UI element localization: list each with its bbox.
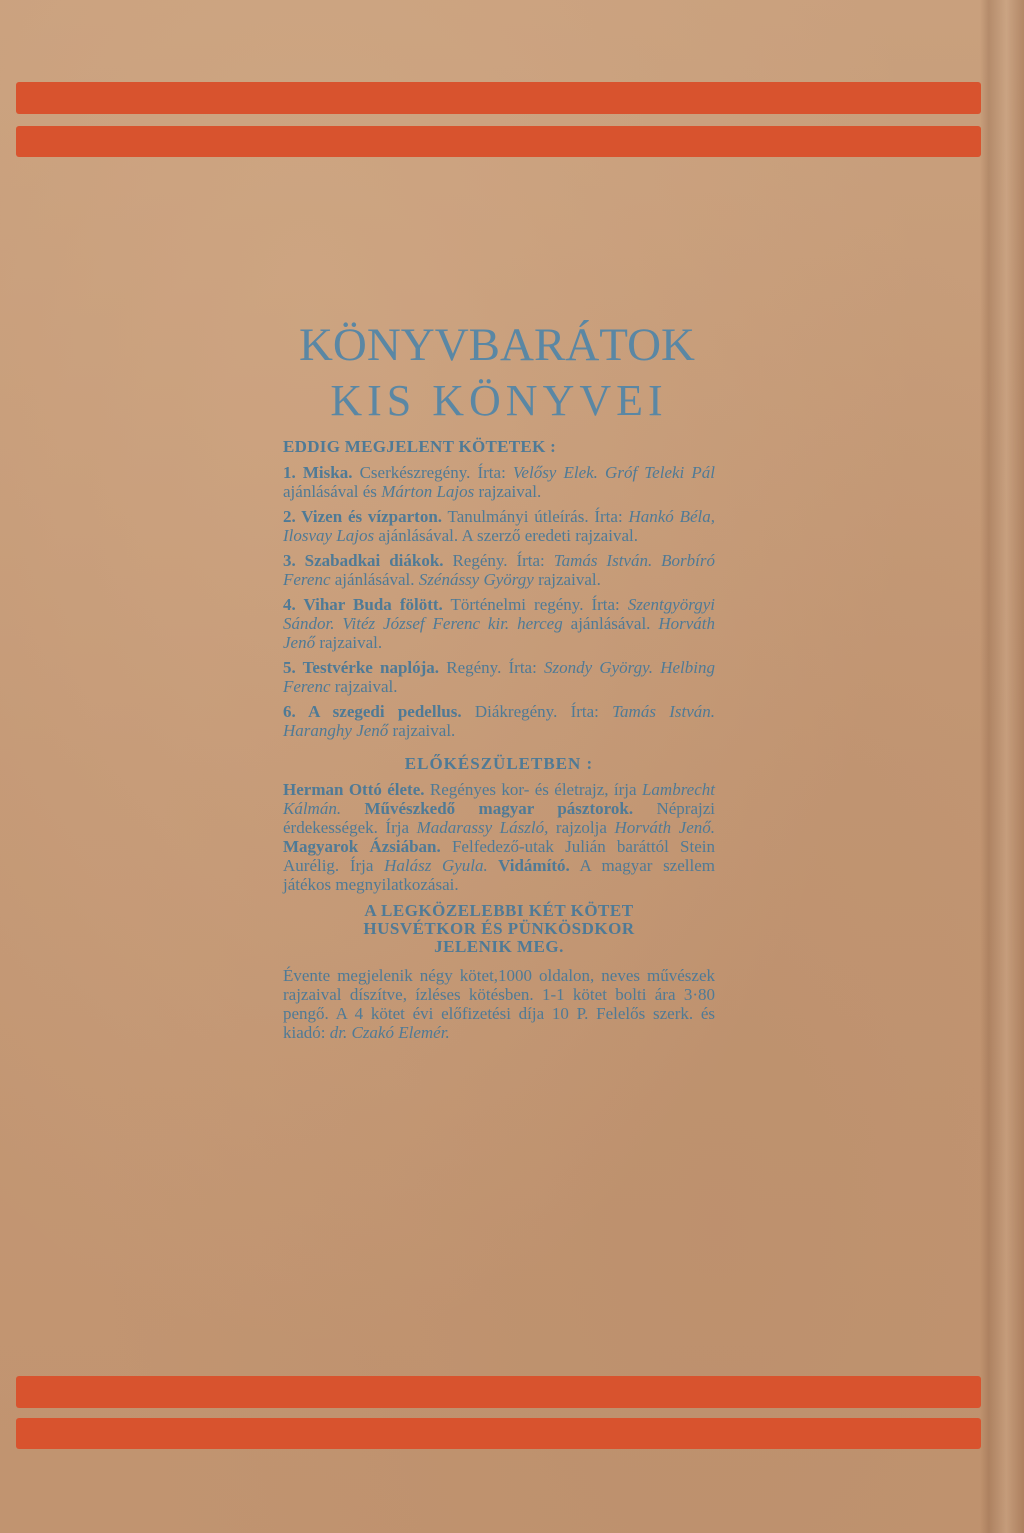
prep-text: Néprajzi érdekességek. Írja <box>283 799 715 837</box>
prep-title: Művészkedő magyar pásztorok. <box>341 799 634 818</box>
volume-title: 4. Vihar Buda fölött. <box>283 595 443 614</box>
prep-text: A magyar szellem játékos megnyilatkozásai. <box>283 856 715 894</box>
volume-text: Regény. Írta: <box>443 551 554 570</box>
top-stripe-upper <box>16 82 981 114</box>
volume-entry-2 <box>283 507 715 545</box>
volume-text: Diákregény. Írta: <box>461 702 613 721</box>
volume-text: ajánlásával és <box>283 482 382 501</box>
volume-names: Tamás István. Borbíró Ferenc <box>283 551 715 589</box>
volume-names: Velősy Elek. Gróf Teleki Pál <box>512 463 715 482</box>
volume-names: Szénássy György <box>418 570 534 589</box>
prep-author: Horváth Jenő. <box>614 818 715 837</box>
volume-names: Tamás István. Haranghy Jenő <box>283 702 715 740</box>
volume-text: Tanulmányi útleírás. Írta: <box>442 507 629 526</box>
announcement-line: HUSVÉTKOR ÉS PÜNKÖSDKOR <box>363 919 635 938</box>
preparation-heading: ELŐKÉSZÜLETBEN : <box>404 754 594 773</box>
published-heading: EDDIG MEGJELENT KÖTETEK : <box>283 437 557 456</box>
preparation-paragraph <box>283 780 715 894</box>
volume-text: ajánlásával. <box>562 614 659 633</box>
announcement-line: A LEGKÖZELEBBI KÉT KÖTET <box>364 901 634 920</box>
prep-text: Regényes kor- és életrajz, írja <box>424 780 642 799</box>
spine-edge <box>980 0 1024 1533</box>
volume-title: 3. Szabadkai diákok. <box>283 551 444 570</box>
pricing-text: Évente megjelenik négy kötet,1000 oldalon, neves művészek rajzaival díszítve, ízléses kötésben. 1-1 kötet bolti ára 3·80 pengő. A 4 kötet évi előfizetési díja 10 P. Felelős szerk. és kiadó: <box>283 966 715 1042</box>
volume-entry-3 <box>283 551 715 589</box>
volume-names: Szondy György. Helbing Ferenc <box>283 658 715 696</box>
series-title-line1: KÖNYVBARÁTOK <box>298 319 696 371</box>
series-title-line2: KIS KÖNYVEI <box>330 376 668 425</box>
published-volumes-list <box>283 463 715 740</box>
volume-title: 6. A szegedi pedellus. <box>283 702 462 721</box>
announcement <box>283 902 715 956</box>
editor-name: dr. Czakó Elemér. <box>329 1023 450 1042</box>
volume-text: ajánlásával. <box>330 570 419 589</box>
volume-entry-4 <box>283 595 715 652</box>
pricing-paragraph <box>283 966 715 1042</box>
prep-title: Magyarok Ázsiában. <box>283 837 441 856</box>
volume-title: 5. Testvérke naplója. <box>283 658 440 677</box>
prep-title: Vidámító. <box>487 856 570 875</box>
prep-text: rajzolja <box>548 818 615 837</box>
catalog-text-block <box>283 319 716 1042</box>
top-stripe-lower <box>16 126 981 157</box>
volume-text: rajzaival. <box>330 677 398 696</box>
bottom-stripe-lower <box>16 1418 981 1449</box>
volume-names: Hankó Béla, Ilosvay Lajos <box>283 507 716 545</box>
volume-text: Történelmi regény. Írta: <box>442 595 628 614</box>
prep-author: Lambrecht Kálmán. <box>283 780 715 818</box>
volume-names: Márton Lajos <box>381 482 475 501</box>
prep-author: Halász Gyula. <box>384 856 488 875</box>
volume-names: Szentgyörgyi Sándor. Vitéz József Ferenc kir. herceg <box>283 595 715 633</box>
prep-title: Herman Ottó élete. <box>283 780 425 799</box>
volume-text: rajzaival. <box>388 721 456 740</box>
volume-title: 2. Vizen és vízparton. <box>283 507 443 526</box>
prep-author: Madarassy László, <box>416 818 549 837</box>
volume-text: Cserkészregény. Írta: <box>352 463 513 482</box>
volume-text: rajzaival. <box>533 570 601 589</box>
bottom-stripe-upper <box>16 1376 981 1408</box>
volume-names: Horváth Jenő <box>283 614 716 652</box>
volume-text: rajzaival. <box>315 633 383 652</box>
volume-entry-5 <box>283 658 715 696</box>
prep-text: Felfedező-utak Julián baráttól Stein Aurélig. Írja <box>283 837 715 875</box>
volume-text: Regény. Írta: <box>439 658 545 677</box>
volume-text: ajánlásával. A szerző eredeti rajzaival. <box>374 526 638 545</box>
volume-entry-6 <box>283 702 715 740</box>
volume-title: 1. Miska. <box>283 463 353 482</box>
volume-entry-1 <box>283 463 715 501</box>
volume-text: rajzaival. <box>474 482 542 501</box>
announcement-line: JELENIK MEG. <box>434 937 564 956</box>
